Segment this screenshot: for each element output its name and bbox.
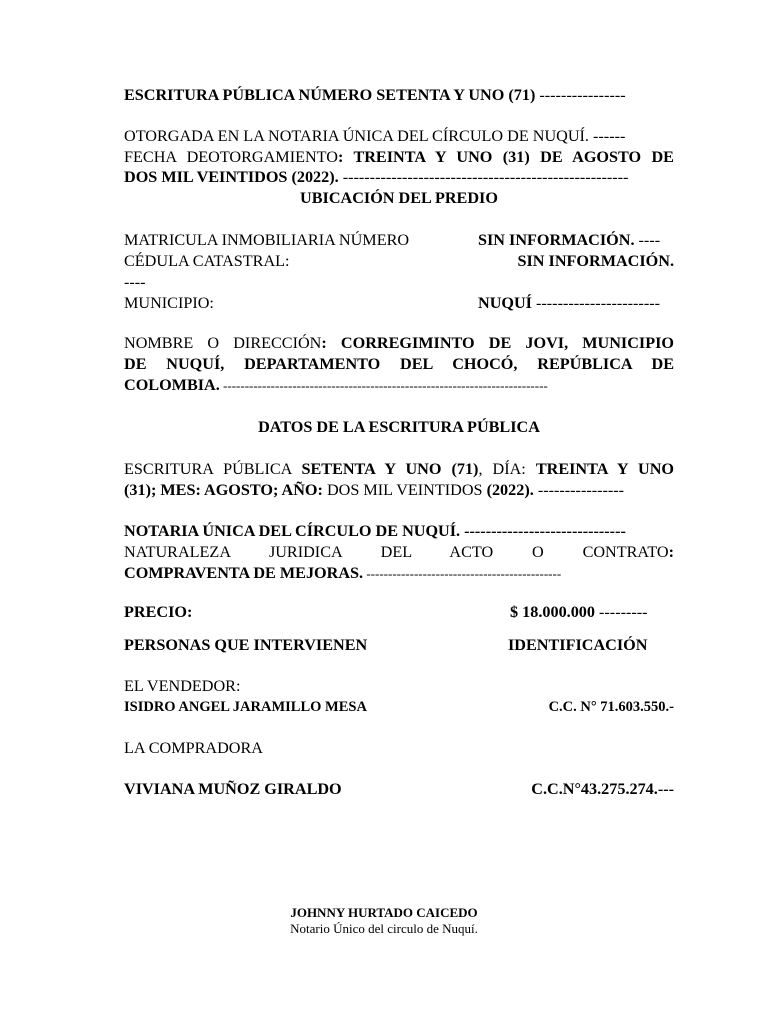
precio-row [124,602,674,622]
compradora-row [124,779,674,799]
municipio-value-group [478,293,660,313]
personas-label: PERSONAS QUE INTERVIENEN [124,636,368,654]
datos-l1-a: ESCRITURA PÚBLICA [124,460,302,478]
personas-row [124,635,674,655]
municipio-value: NUQUÍ [478,294,532,312]
notaria-line [124,521,674,541]
cedula-dashes: ---- [124,273,146,291]
notary-title: Notario Único del circulo de Nuquí. [290,921,478,936]
datos-l1-b: SETENTA Y UNO (71) [301,460,479,478]
fecha-value: : TREINTA Y UNO (31) DE AGOSTO DE [337,148,674,166]
naturaleza-colon: : [668,543,674,561]
datos-line-2 [124,480,674,500]
notaria-value: NOTARIA ÚNICA DEL CÍRCULO DE NUQUÍ. [124,522,461,540]
compraventa-value: COMPRAVENTA DE MEJORAS. [124,564,364,582]
vendedor-row [124,697,674,717]
nombre-dashes: --------------------------------------------------------------------------- [219,378,548,393]
datos-l2-b: DOS MIL VEINTIDOS [322,481,487,499]
compradora-name: VIVIANA MUÑOZ GIRALDO [124,780,342,798]
compradora-label: LA COMPRADORA [124,739,263,757]
nombre-line-3 [124,375,674,396]
matricula-value: SIN INFORMACIÓN. [478,231,635,249]
otorgada-line: OTORGADA EN LA NOTARIA ÚNICA DEL CÍRCULO DE NUQUÍ. ------ [124,127,626,145]
fecha-dashes: ----------------------------------------------------- [338,168,629,186]
vendedor-label: EL VENDEDOR: [124,677,241,695]
matricula-value-group [478,230,660,250]
fecha-label: FECHA DEOTORGAMIENTO [124,148,338,166]
municipio-label: MUNICIPIO: [124,294,214,312]
datos-l2-c: (2022). [486,481,534,499]
deed-heading-title: ESCRITURA PÚBLICA NÚMERO SETENTA Y UNO (71) [124,86,536,104]
deed-heading-dashes: ---------------- [535,86,626,104]
municipio-dashes: ----------------------- [531,294,660,312]
cedula-value: SIN INFORMACIÓN. [517,252,674,270]
precio-value-group [510,602,648,622]
fecha-value-2: DOS MIL VEINTIDOS (2022). [124,168,339,186]
datos-l1-d: TREINTA Y UNO [535,460,675,478]
nombre-line-1 [124,333,674,353]
cedula-label: CÉDULA CATASTRAL: [124,252,290,270]
matricula-dashes: ---- [634,231,661,249]
fecha-line [124,147,674,167]
precio-value: $ 18.000.000 [510,603,595,621]
precio-dashes: --------- [594,603,648,621]
notaria-dashes: ------------------------------ [460,522,626,540]
nombre-line-2: DE NUQUÍ, DEPARTAMENTO DEL CHOCÓ, REPÚBLICA DE [124,355,674,373]
datos-line-1 [124,459,674,479]
datos-l1-c: , DÍA: [478,460,536,478]
nombre-value-3: COLOMBIA. [124,376,220,394]
precio-label: PRECIO: [124,603,193,621]
notary-name: JOHNNY HURTADO CAICEDO [290,905,478,920]
datos-title: DATOS DE LA ESCRITURA PÚBLICA [258,418,540,436]
compraventa-line [124,563,674,584]
nombre-label: NOMBRE O DIRECCIÓN [124,334,322,352]
matricula-label: MATRICULA INMOBILIARIA NÚMERO [124,231,410,249]
naturaleza-line [124,542,674,562]
identificacion-label: IDENTIFICACIÓN [508,636,648,654]
datos-l2-d: ---------------- [533,481,625,499]
ubicacion-title: UBICACIÓN DEL PREDIO [300,189,498,207]
fecha-line-2 [124,167,674,187]
compraventa-dashes: --------------------------------------------- [363,566,562,581]
matricula-row [124,230,674,250]
cedula-row [124,251,674,271]
deed-heading [124,85,674,105]
municipio-row [124,293,674,313]
nombre-value-1: : CORREGIMINTO DE JOVI, MUNICIPIO [321,334,674,352]
vendedor-name: ISIDRO ANGEL JARAMILLO MESA [124,699,367,715]
vendedor-id: C.C. N° 71.603.550.- [548,699,674,715]
compradora-id: C.C.N°43.275.274.--- [531,780,674,798]
datos-l2-a: (31); MES: AGOSTO; AÑO: [124,481,323,499]
naturaleza-label: NATURALEZA JURIDICA DEL ACTO O CONTRATO [124,543,669,561]
